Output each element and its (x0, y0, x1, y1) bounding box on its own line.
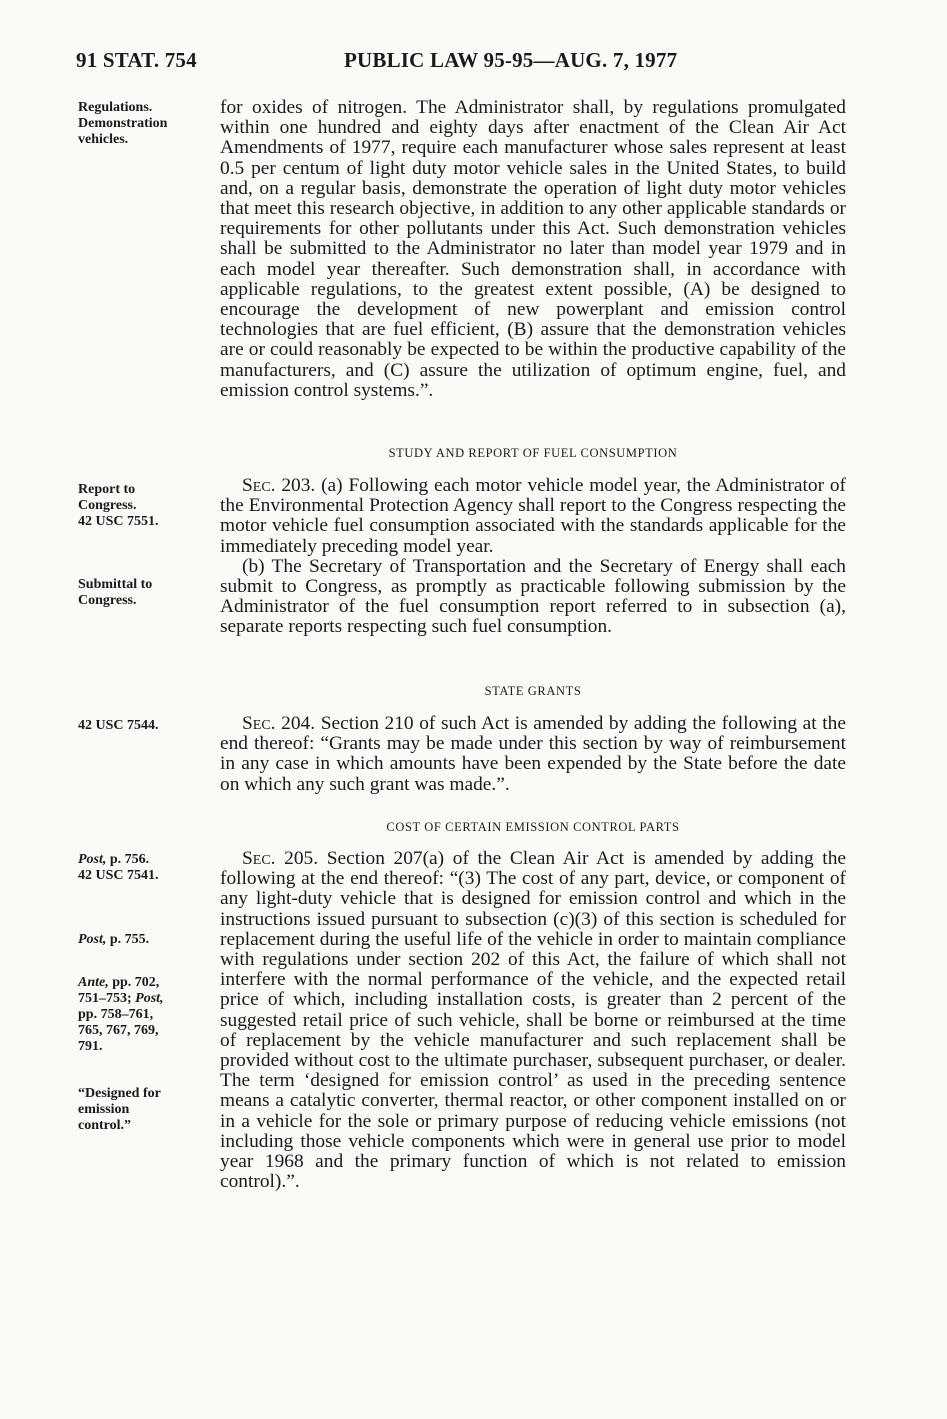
page-header (0, 48, 947, 78)
section-203 (220, 476, 846, 638)
margin-note-text: p. 755. (106, 932, 150, 947)
section-203-a (220, 476, 846, 557)
margin-note-line: Demonstration (78, 116, 168, 131)
margin-note-line (78, 975, 206, 991)
margin-note-designed-for-emission-control (78, 1086, 206, 1134)
margin-note-report-to-congress (78, 482, 206, 530)
margin-note-regulations (78, 100, 206, 148)
margin-note-italic: Ante, (78, 975, 109, 990)
margin-note-line: Report to (78, 482, 136, 497)
section-203-b: (b) The Secretary of Transportation and the Secretary of Energy shall each submit to Congress, as promptly as practicable following submission by the Administrator of the fuel consumption report referred to in subsection (a), separate reports respecting such fuel consumption. (220, 555, 846, 638)
margin-note-line: Regulations. (78, 100, 153, 115)
margin-note-ante (78, 975, 206, 1055)
margin-note-line: 42 USC 7541. (78, 868, 159, 883)
section-label: Sec. 204. (242, 713, 316, 734)
margin-note-line: Congress. (78, 593, 137, 608)
section-204 (220, 714, 846, 795)
margin-note-line (78, 991, 206, 1007)
margin-note-line: control.” (78, 1118, 132, 1133)
section-text: Section 207(a) of the Clean Air Act is amended by adding the following at the end thereof: “(3) The cost of any part, device, or component of any light-duty vehicle that is designed for emission control and which in the instructions issued pursuant to subsection (c)(3) of this section is scheduled for replacement during the useful life of the vehicle in order to maintain compliance with regulations under section 202 of this Act, the failure of which shall not interfere with the normal performance of the vehicle, and the expected retail price of which, including installation costs, is greater than 2 percent of the suggested retail price of such vehicle, shall be borne or reimbursed at the time of replacement by the vehicle manufacturer and such replacement shall be provided without cost to the ultimate purchaser, subsequent purchaser, or dealer. The term ‘designed for emission control’ as used in the preceding sentence means a catalytic converter, thermal reactor, or other component installed on or in a vehicle for the sole or primary purpose of reducing vehicle emissions (not including those vehicle components which were in general use prior to model year 1968 and the primary function of which is not related to emission control).”. (220, 848, 846, 1193)
margin-note-text: pp. 702, (108, 975, 160, 990)
margin-note-text: p. 756. (106, 852, 150, 867)
margin-note-line (78, 852, 206, 868)
margin-note-post-756 (78, 852, 206, 884)
margin-note-line: emission (78, 1102, 130, 1117)
statute-page-number: 91 STAT. 754 (76, 48, 197, 72)
section-205 (220, 849, 846, 1192)
margin-note-line: 42 USC 7551. (78, 514, 159, 529)
section-205-text (220, 849, 846, 1192)
margin-note-submittal (78, 577, 206, 609)
section-heading-state-grants: STATE GRANTS (484, 684, 582, 698)
margin-note-line (78, 932, 206, 948)
margin-note-line: 42 USC 7544. (78, 718, 159, 733)
margin-note-line: Congress. (78, 498, 137, 513)
paragraph-text: for oxides of nitrogen. The Administrator shall, by regulations promulgated within one hundred and eighty days after enactment of the Clean Air Act Amendments of 1977, require each manufacturer whose sales represent at least 0.5 per centum of light duty motor vehicle sales in the United States, to build and, on a regular basis, demonstrate the operation of light duty motor vehicles that meet this research objective, in addition to any other applicable standards or requirements for other pollutants under this Act. Such demonstration vehicles shall be submitted to the Administrator no later than model year 1979 and in each model year thereafter. Such demonstration shall, in accordance with applicable regulations, to the greatest extent possible, (A) be designed to encourage the development of new powerplant and emission control technologies that are fuel efficient, (B) assure that the demonstration vehicles are or could reasonably be expected to be within the productive capability of the manufacturers, and (C) assure the utilization of optimum engine, fuel, and emission control systems.”. (220, 97, 846, 401)
margin-note-usc-7544 (78, 718, 206, 734)
margin-note-italic: Post, (135, 991, 164, 1006)
margin-note-line: 765, 767, 769, (78, 1023, 159, 1038)
section-heading-study: STUDY AND REPORT OF FUEL CONSUMPTION (388, 446, 678, 460)
margin-note-line: 791. (78, 1039, 103, 1054)
margin-note-post-755 (78, 932, 206, 948)
margin-note-italic: Post, (78, 932, 107, 947)
margin-note-text: 751–753; (78, 991, 136, 1006)
section-heading-cost: COST OF CERTAIN EMISSION CONTROL PARTS (386, 820, 680, 834)
paragraph-oxides-of-nitrogen (220, 98, 846, 401)
margin-note-line: Submittal to (78, 577, 153, 592)
margin-note-italic: Post, (78, 852, 107, 867)
section-204-text (220, 714, 846, 795)
margin-note-line: “Designed for (78, 1086, 161, 1101)
margin-note-line: pp. 758–761, (78, 1007, 154, 1022)
section-text: Section 210 of such Act is amended by adding the following at the end thereof: “Grants may be made under this section by way of reimbursement in any case in which amounts have been expended by the State before the date on which any such grant was made.”. (220, 713, 846, 795)
running-title: PUBLIC LAW 95-95—AUG. 7, 1977 (344, 48, 678, 72)
section-label: Sec. 203. (242, 475, 316, 496)
margin-note-line: vehicles. (78, 132, 129, 147)
section-label: Sec. 205. (242, 848, 319, 869)
section-text: (a) Following each motor vehicle model year, the Administrator of the Environmental Protection Agency shall report to the Congress respecting the motor vehicle fuel consumption associated with the standards applicable for the immediately preceding model year. (220, 475, 846, 557)
